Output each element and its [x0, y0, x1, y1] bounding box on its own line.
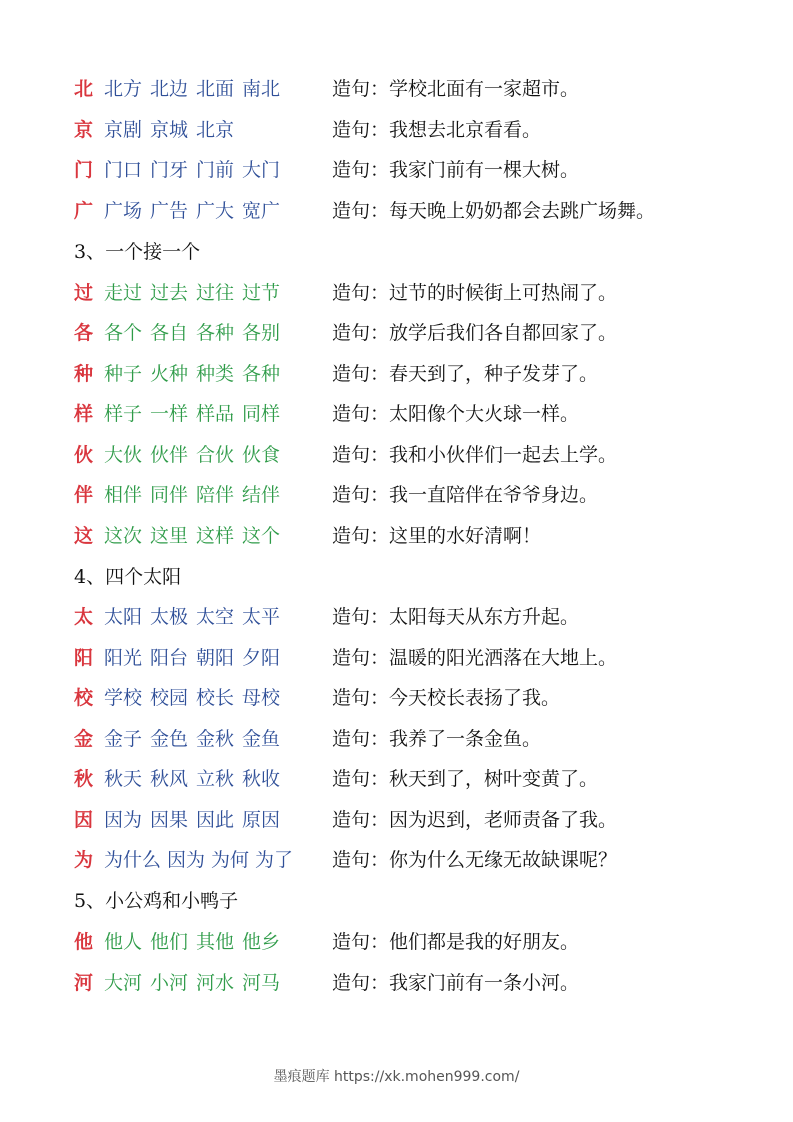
word: 同伴 [150, 483, 189, 506]
word-group [104, 845, 332, 872]
list-item [74, 798, 774, 838]
word-group [104, 399, 332, 426]
list-item [74, 67, 774, 107]
word: 门前 [196, 158, 235, 181]
word: 这次 [104, 524, 143, 547]
list-item [74, 961, 774, 1001]
word: 样品 [196, 402, 235, 425]
word: 为了 [255, 848, 294, 871]
word: 京城 [150, 118, 189, 141]
word-group [104, 196, 332, 223]
example-sentence: 造句：学校北面有一家超市。 [332, 77, 580, 100]
word: 种子 [104, 362, 143, 385]
word: 北边 [150, 77, 189, 100]
word: 过去 [150, 281, 189, 304]
list-item [74, 433, 774, 473]
list-item [74, 148, 774, 188]
word: 河马 [242, 971, 281, 994]
list-item [74, 392, 774, 432]
head-character: 伴 [74, 483, 94, 506]
example-sentence: 造句：秋天到了，树叶变黄了。 [332, 767, 599, 790]
word: 为何 [211, 848, 250, 871]
section-heading: 4、四个太阳 [74, 565, 182, 588]
word: 他人 [104, 930, 143, 953]
word: 太阳 [104, 605, 143, 628]
head-character: 各 [74, 321, 94, 344]
word: 夕阳 [242, 646, 281, 669]
word-group [104, 602, 332, 629]
word: 太空 [196, 605, 235, 628]
word: 陪伴 [196, 483, 235, 506]
list-item [74, 473, 774, 513]
word: 门口 [104, 158, 143, 181]
word: 广大 [196, 199, 235, 222]
word: 各个 [104, 321, 143, 344]
word: 其他 [196, 930, 235, 953]
head-character: 京 [74, 118, 94, 141]
word-group [104, 318, 332, 345]
word: 各别 [242, 321, 281, 344]
example-sentence: 造句：太阳像个大火球一样。 [332, 402, 580, 425]
word: 因为 [167, 848, 206, 871]
head-character: 种 [74, 362, 94, 385]
word: 这个 [242, 524, 281, 547]
word-group [104, 521, 332, 548]
word: 伙伴 [150, 443, 189, 466]
list-item [74, 717, 774, 757]
example-sentence: 造句：因为迟到，老师责备了我。 [332, 808, 618, 831]
example-sentence: 造句：我家门前有一棵大树。 [332, 158, 580, 181]
head-character: 门 [74, 158, 94, 181]
word-group [104, 155, 332, 182]
example-sentence: 造句：春天到了，种子发芽了。 [332, 362, 599, 385]
word-group [104, 643, 332, 670]
example-sentence: 造句：我家门前有一条小河。 [332, 971, 580, 994]
word: 结伴 [242, 483, 281, 506]
head-character: 为 [74, 848, 94, 871]
word: 各种 [242, 362, 281, 385]
word: 走过 [104, 281, 143, 304]
list-item [74, 352, 774, 392]
example-sentence: 造句：他们都是我的好朋友。 [332, 930, 580, 953]
word: 秋天 [104, 767, 143, 790]
list-item [74, 595, 774, 635]
word: 宽广 [242, 199, 281, 222]
list-item [74, 676, 774, 716]
word: 河水 [196, 971, 235, 994]
word-group [104, 115, 332, 142]
word: 北面 [196, 77, 235, 100]
word: 大河 [104, 971, 143, 994]
word-group [104, 724, 332, 751]
word: 这样 [196, 524, 235, 547]
word-group [104, 278, 332, 305]
word: 校园 [150, 686, 189, 709]
word-group [104, 440, 332, 467]
word: 广场 [104, 199, 143, 222]
list-item [74, 108, 774, 148]
word: 过节 [242, 281, 281, 304]
footer-watermark: 墨痕题库 https://xk.mohen999.com/ [273, 1069, 520, 1085]
list-item [74, 271, 774, 311]
list-item [74, 838, 774, 878]
head-character: 太 [74, 605, 94, 628]
word: 北京 [196, 118, 235, 141]
head-character: 他 [74, 930, 94, 953]
head-character: 过 [74, 281, 94, 304]
word: 样子 [104, 402, 143, 425]
example-sentence: 造句：放学后我们各自都回家了。 [332, 321, 618, 344]
example-sentence: 造句：太阳每天从东方升起。 [332, 605, 580, 628]
word: 相伴 [104, 483, 143, 506]
word: 这里 [150, 524, 189, 547]
word: 一样 [150, 402, 189, 425]
example-sentence: 造句：过节的时候街上可热闹了。 [332, 281, 618, 304]
word: 合伙 [196, 443, 235, 466]
word: 因果 [150, 808, 189, 831]
word: 火种 [150, 362, 189, 385]
word-group [104, 805, 332, 832]
word: 伙食 [242, 443, 281, 466]
word: 金色 [150, 727, 189, 750]
head-character: 校 [74, 686, 94, 709]
word-group [104, 764, 332, 791]
word: 太平 [242, 605, 281, 628]
word-group [104, 968, 332, 995]
list-item [74, 189, 774, 229]
word: 小河 [150, 971, 189, 994]
word: 金鱼 [242, 727, 281, 750]
word: 南北 [242, 77, 281, 100]
word: 各自 [150, 321, 189, 344]
word: 立秋 [196, 767, 235, 790]
example-sentence: 造句：我想去北京看看。 [332, 118, 542, 141]
word-group [104, 683, 332, 710]
word-group [104, 927, 332, 954]
example-sentence: 造句：你为什么无缘无故缺课呢？ [332, 848, 618, 871]
list-item [74, 757, 774, 797]
word: 校长 [196, 686, 235, 709]
list-item [74, 636, 774, 676]
section-heading: 3、一个接一个 [74, 240, 201, 263]
word: 他们 [150, 930, 189, 953]
word: 阳光 [104, 646, 143, 669]
head-character: 因 [74, 808, 94, 831]
word-group [104, 480, 332, 507]
word: 阳台 [150, 646, 189, 669]
example-sentence: 造句：今天校长表扬了我。 [332, 686, 561, 709]
word: 秋收 [242, 767, 281, 790]
head-character: 河 [74, 971, 94, 994]
word: 母校 [242, 686, 281, 709]
head-character: 伙 [74, 443, 94, 466]
word: 秋风 [150, 767, 189, 790]
example-sentence: 造句：我一直陪伴在爷爷身边。 [332, 483, 599, 506]
word: 京剧 [104, 118, 143, 141]
head-character: 秋 [74, 767, 94, 790]
example-sentence: 造句：温暖的阳光洒落在大地上。 [332, 646, 618, 669]
word: 各种 [196, 321, 235, 344]
word: 他乡 [242, 930, 281, 953]
word: 同样 [242, 402, 281, 425]
word: 朝阳 [196, 646, 235, 669]
word: 大门 [242, 158, 281, 181]
word: 学校 [104, 686, 143, 709]
word: 原因 [242, 808, 281, 831]
word: 大伙 [104, 443, 143, 466]
example-sentence: 造句：每天晚上奶奶都会去跳广场舞。 [332, 199, 656, 222]
word: 种类 [196, 362, 235, 385]
word: 为什么 [104, 848, 162, 871]
word: 金子 [104, 727, 143, 750]
list-item [74, 514, 774, 554]
head-character: 样 [74, 402, 94, 425]
section-heading: 5、小公鸡和小鸭子 [74, 889, 239, 912]
head-character: 北 [74, 77, 94, 100]
list-item [74, 920, 774, 960]
head-character: 这 [74, 524, 94, 547]
list-item [74, 311, 774, 351]
word-group [104, 359, 332, 386]
head-character: 广 [74, 199, 94, 222]
word-group [104, 74, 332, 101]
word: 太极 [150, 605, 189, 628]
word: 门牙 [150, 158, 189, 181]
example-sentence: 造句：这里的水好清啊！ [332, 524, 542, 547]
head-character: 金 [74, 727, 94, 750]
word: 金秋 [196, 727, 235, 750]
example-sentence: 造句：我和小伙伴们一起去上学。 [332, 443, 618, 466]
example-sentence: 造句：我养了一条金鱼。 [332, 727, 542, 750]
word: 北方 [104, 77, 143, 100]
head-character: 阳 [74, 646, 94, 669]
word: 广告 [150, 199, 189, 222]
word: 因此 [196, 808, 235, 831]
word: 因为 [104, 808, 143, 831]
word: 过往 [196, 281, 235, 304]
